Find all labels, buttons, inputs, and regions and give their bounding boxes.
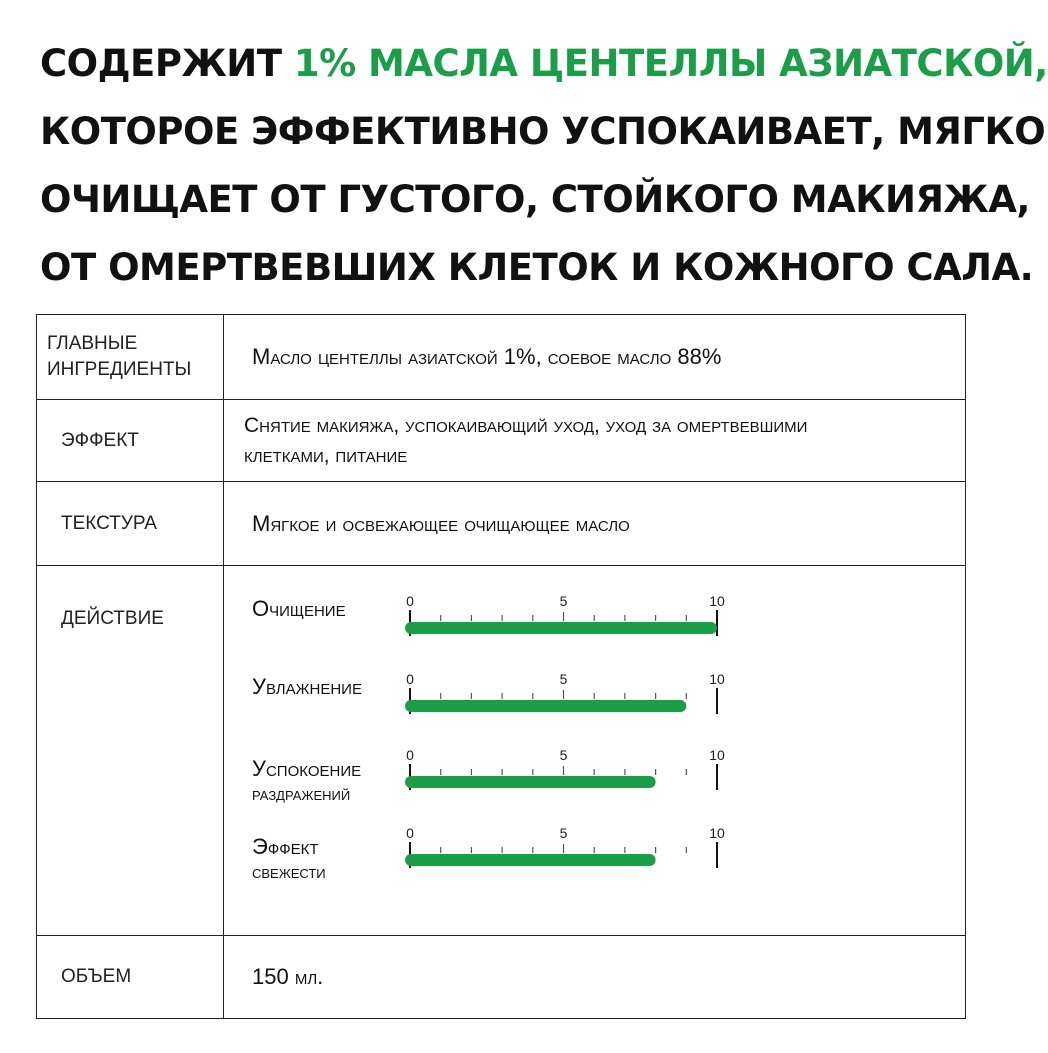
spec-table: [36, 314, 966, 1019]
action-scale-label-line-1: Успокоение: [252, 756, 362, 781]
action-scale-row: [224, 820, 964, 890]
action-scale-label: [252, 596, 412, 622]
volume-value: 150 мл.: [224, 936, 966, 1019]
action-scale: [394, 742, 734, 812]
action-scale-label: [252, 756, 412, 808]
table-row-action: [37, 566, 966, 936]
effect-label: ЭФФЕКТ: [37, 400, 224, 482]
action-scale-label: [252, 834, 412, 886]
action-scale-row: [224, 742, 964, 812]
headline-line-3: ОЧИЩАЕТ ОТ ГУСТОГО, СТОЙКОГО МАКИЯЖА,: [40, 178, 1030, 221]
scale-tick-label: 0: [406, 825, 414, 841]
scale-tick-label: 5: [559, 593, 568, 609]
action-scale-row: [224, 666, 964, 736]
scale-tick-label: 10: [709, 593, 725, 609]
scale-tick-label: 5: [559, 747, 568, 763]
ingredients-label: [37, 315, 224, 400]
action-scale-label-line-1: Очищение: [252, 596, 346, 621]
action-scale-label-line-2: раздражений: [252, 784, 351, 805]
table-row-effect: [37, 400, 966, 482]
headline-prefix: СОДЕРЖИТ: [40, 42, 294, 85]
table-row-volume: [37, 936, 966, 1019]
scale-tick-label: 0: [406, 593, 414, 609]
table-row-ingredients: [37, 315, 966, 400]
action-scale-label-line-1: Увлажнение: [252, 674, 362, 699]
action-scale: [394, 666, 734, 736]
headline-line-4: ОТ ОМЕРТВЕВШИХ КЛЕТОК И КОЖНОГО САЛА.: [40, 246, 1034, 289]
scale-tick-label: 10: [709, 825, 725, 841]
headline-line-1: [40, 30, 1048, 98]
action-scale-label-line-1: Эффект: [252, 834, 319, 859]
scale-tick-label: 5: [559, 671, 568, 687]
scale-tick-label: 10: [709, 747, 725, 763]
headline-line-2: КОТОРОЕ ЭФФЕКТИВНО УСПОКАИВАЕТ, МЯГКО: [40, 110, 1046, 153]
headline-accent: 1% МАСЛА ЦЕНТЕЛЛЫ АЗИАТСКОЙ,: [293, 42, 1048, 85]
action-scale: [394, 820, 734, 890]
action-chart-cell: [224, 566, 966, 936]
action-scale-label-line-2: свежести: [252, 862, 326, 883]
scale-tick-label: 0: [406, 747, 414, 763]
action-chart: [224, 566, 965, 935]
texture-value: Мягкое и освежающее очищающее масло: [224, 482, 966, 566]
headline: [40, 30, 1048, 302]
effect-value-line-1: Снятие макияжа, успокаивающий уход, уход за омертвевшими: [244, 413, 808, 437]
scale-tick-label: 5: [559, 825, 568, 841]
effect-value: [224, 400, 966, 482]
table-row-texture: [37, 482, 966, 566]
scale-tick-label: 0: [406, 671, 414, 687]
scale-tick-label: 10: [709, 671, 725, 687]
action-label: ДЕЙСТВИЕ: [37, 566, 224, 936]
ingredients-label-line-1: ГЛАВНЫЕ: [47, 333, 138, 354]
volume-label: ОБЪЕМ: [37, 936, 224, 1019]
action-scale-label: [252, 674, 412, 700]
action-scale: [394, 588, 734, 658]
action-scale-row: [224, 588, 964, 658]
texture-label: ТЕКСТУРА: [37, 482, 224, 566]
ingredients-label-line-2: ИНГРЕДИЕНТЫ: [47, 359, 192, 380]
effect-value-line-2: клетками, питание: [244, 443, 408, 467]
ingredients-value: Масло центеллы азиатской 1%, соевое масло 88%: [224, 315, 966, 400]
